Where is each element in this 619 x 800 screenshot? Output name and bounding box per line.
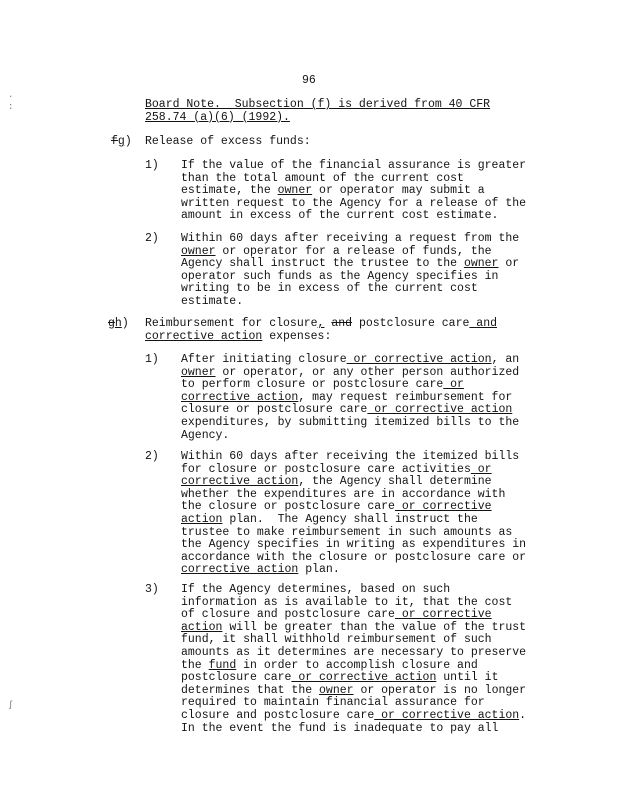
text-line: whether the expenditures are in accordance with bbox=[181, 487, 506, 501]
board-note bbox=[145, 99, 490, 124]
scan-mark: · : bbox=[8, 92, 14, 112]
text-line: corrective action, may request reimbursement for bbox=[181, 390, 513, 404]
text-line: If the Agency determines, based on such bbox=[181, 583, 451, 596]
text-line: corrective action plan. bbox=[181, 563, 340, 577]
text-line: estimate. bbox=[181, 294, 244, 308]
text-line: information as is available to it, that the cost bbox=[181, 595, 513, 609]
text-line: If the value of the financial assurance is greater bbox=[181, 159, 527, 172]
paragraph-h-label bbox=[108, 318, 129, 331]
paragraph-g-item-1 bbox=[181, 160, 526, 223]
label-close: ) bbox=[121, 317, 129, 330]
text-line: fund, it shall withhold reimbursement of such bbox=[181, 633, 492, 647]
paragraph-h-item-3 bbox=[181, 584, 526, 735]
scan-mark: ʃ bbox=[8, 700, 14, 710]
board-note-line: 258.74 (a)(6) (1992). bbox=[145, 110, 290, 124]
text-line: writing to be in excess of the current cost bbox=[181, 282, 478, 296]
paragraph-h-title bbox=[145, 318, 497, 343]
text-line: for closure or postclosure care activities or bbox=[181, 462, 492, 476]
page-number: 96 bbox=[302, 74, 316, 87]
text-line: Within 60 days after receiving the itemized bills bbox=[181, 450, 520, 463]
deleted-label: g bbox=[108, 317, 115, 330]
text-line: postclosure care or corrective action until it bbox=[181, 671, 499, 685]
text-line: After initiating closure or corrective action, an bbox=[181, 353, 520, 366]
text-line: of closure and postclosure care or corrective bbox=[181, 608, 492, 622]
text-line: required to maintain financial assurance for bbox=[181, 696, 485, 710]
paragraph-g-title: Release of excess funds: bbox=[145, 135, 311, 148]
item-number: 2) bbox=[145, 232, 159, 245]
text-line: the fund in order to accomplish closure and bbox=[181, 658, 478, 672]
label-close: ) bbox=[124, 135, 132, 148]
text-line: written request to the Agency for a release of the bbox=[181, 196, 527, 210]
text-line: to perform closure or postclosure care or bbox=[181, 378, 464, 392]
text-line: corrective action, the Agency shall determine bbox=[181, 475, 492, 489]
text-line: accordance with the closure or postclosure care or bbox=[181, 550, 527, 564]
text-line: expenditures, by submitting itemized bills to the bbox=[181, 415, 520, 429]
item-number: 2) bbox=[145, 450, 159, 463]
paragraph-h-item-1 bbox=[181, 354, 519, 442]
text-line: amounts as it determines are necessary to preserve bbox=[181, 645, 527, 659]
text-line: trustee to make reimbursement in such amounts as bbox=[181, 525, 513, 539]
text-line: Within 60 days after receiving a request from the bbox=[181, 232, 520, 245]
deleted-label: f bbox=[111, 135, 118, 148]
item-number: 1) bbox=[145, 159, 159, 172]
item-number: 3) bbox=[145, 583, 159, 596]
text-line: Reimbursement for closure, and postclosure care and bbox=[145, 317, 497, 330]
text-line: the Agency specifies in writing as expenditures in bbox=[181, 538, 527, 552]
inserted-label: h bbox=[114, 317, 122, 330]
paragraph-h-item-2 bbox=[181, 451, 526, 577]
text-line: corrective action expenses: bbox=[145, 329, 332, 343]
text-line: owner or operator for a release of funds, the bbox=[181, 244, 492, 258]
paragraph-g-label bbox=[111, 136, 132, 149]
text-line: owner or operator, or any other person authorized bbox=[181, 365, 520, 379]
text-line: action will be greater than the value of the trust bbox=[181, 620, 527, 634]
text-line: estimate, the owner or operator may submit a bbox=[181, 184, 485, 198]
inserted-label: g bbox=[117, 135, 125, 148]
text-line: closure and postclosure care or corrective action. bbox=[181, 708, 527, 722]
text-line: the closure or postclosure care or corrective bbox=[181, 500, 492, 514]
text-line: operator such funds as the Agency specifies in bbox=[181, 269, 499, 283]
text-line: action plan. The Agency shall instruct the bbox=[181, 512, 478, 526]
text-line: In the event the fund is inadequate to pay all bbox=[181, 721, 499, 735]
board-note-line: Board Note. Subsection (f) is derived from 40 CFR bbox=[145, 98, 491, 111]
text-line: closure or postclosure care or corrective action bbox=[181, 403, 513, 417]
text-line: than the total amount of the current cost bbox=[181, 171, 464, 185]
text-line: Agency shall instruct the trustee to the owner or bbox=[181, 257, 520, 271]
item-number: 1) bbox=[145, 353, 159, 366]
text-line: determines that the owner or operator is no longer bbox=[181, 683, 527, 697]
text-line: amount in excess of the current cost estimate. bbox=[181, 209, 499, 223]
paragraph-g-item-2 bbox=[181, 233, 519, 309]
text-line: Agency. bbox=[181, 428, 230, 442]
